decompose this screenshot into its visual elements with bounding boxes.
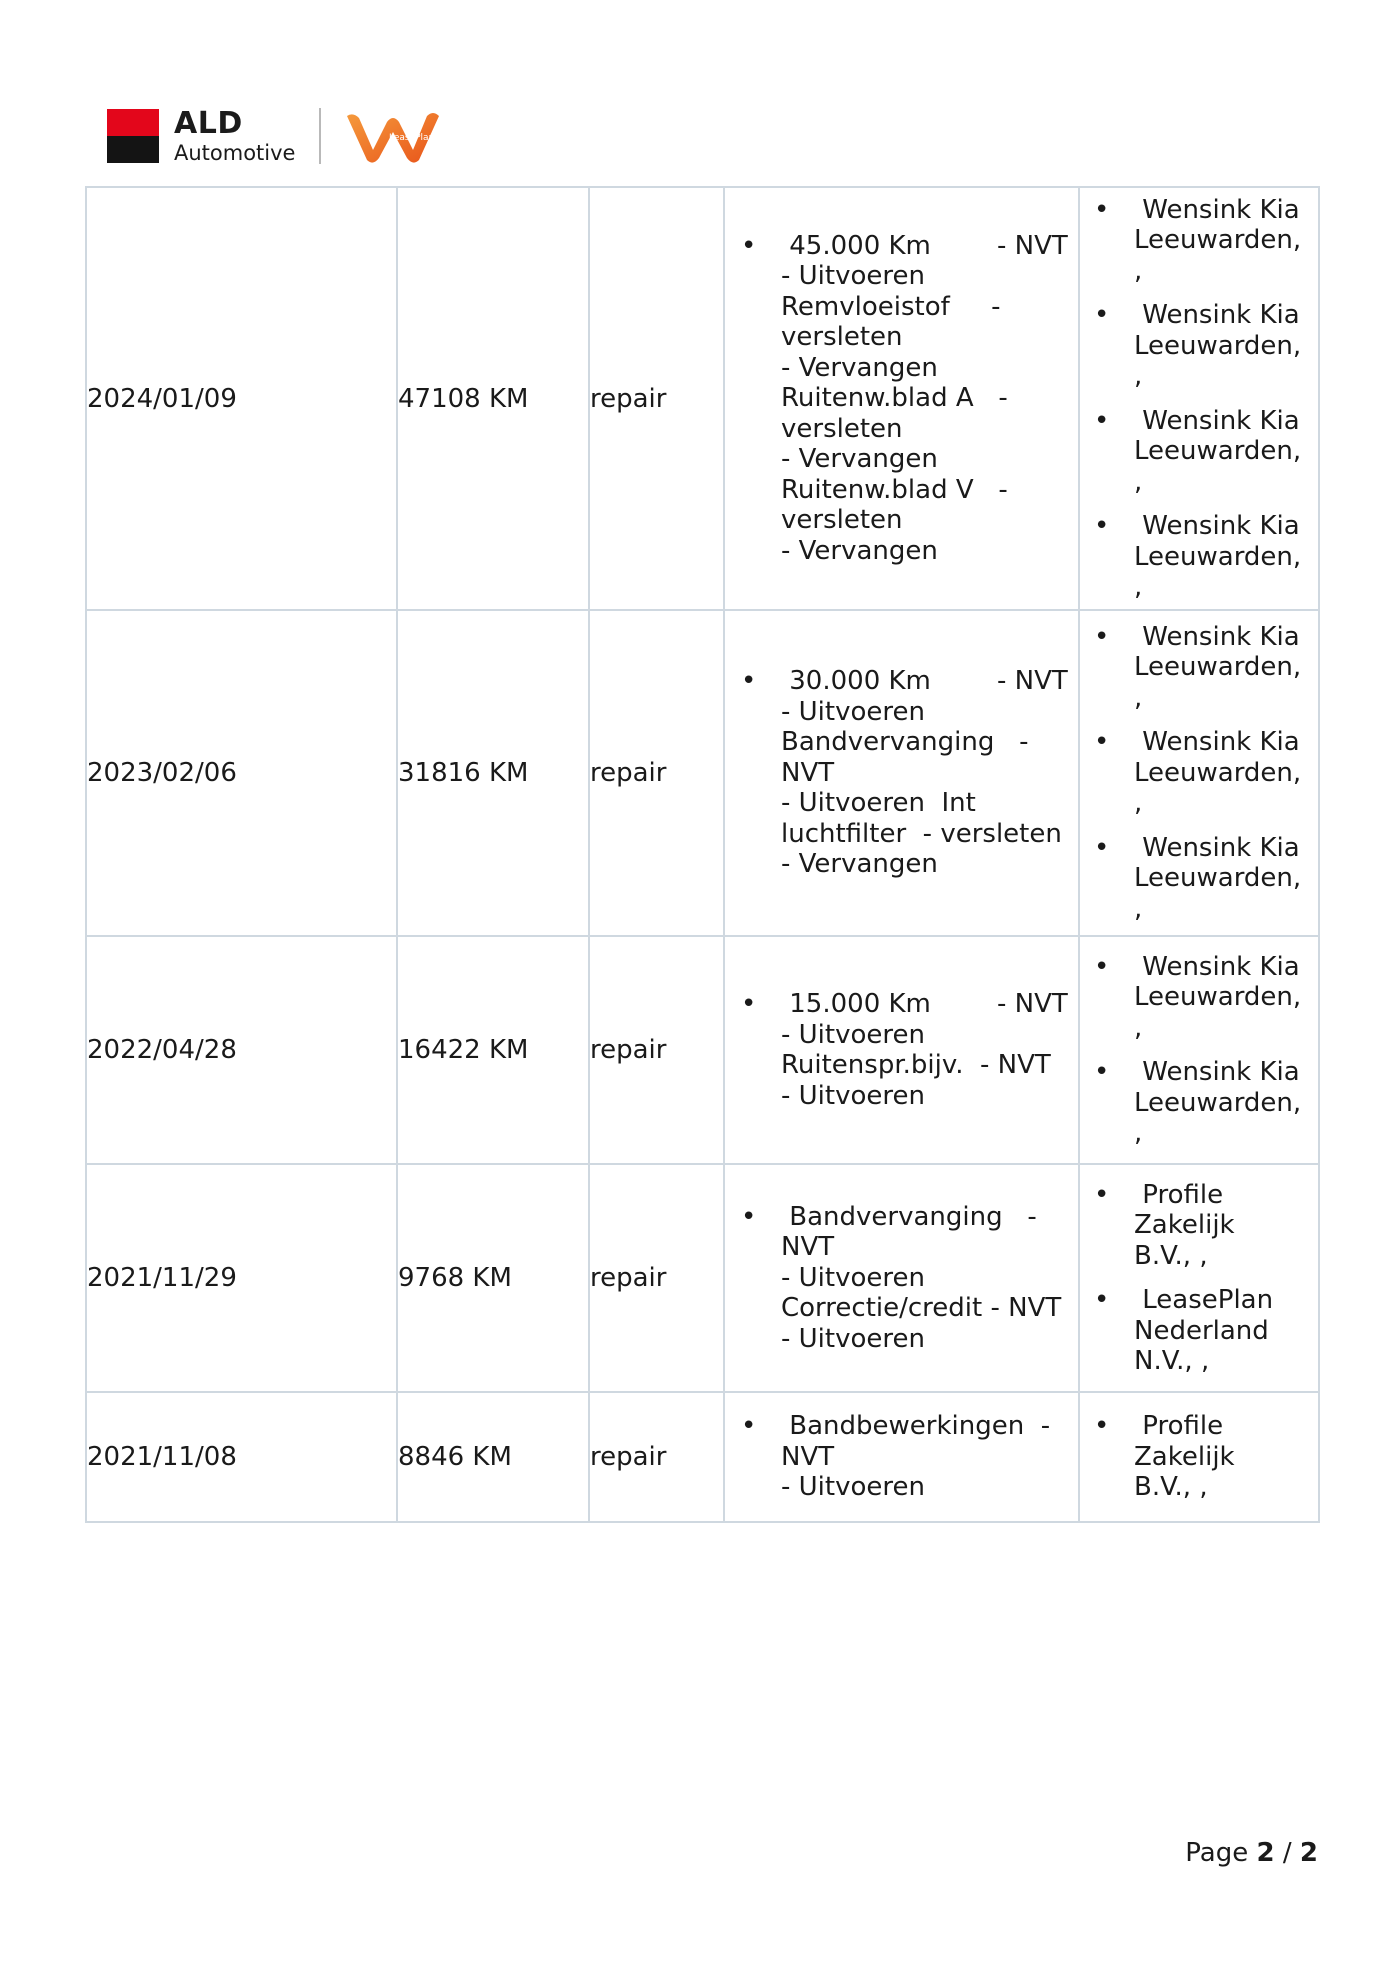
maintenance-history-table bbox=[85, 186, 1320, 1523]
type-cell: repair bbox=[589, 610, 724, 936]
type-cell: repair bbox=[589, 187, 724, 610]
leaseplan-logo bbox=[343, 106, 443, 166]
page-header bbox=[107, 106, 443, 166]
table-row bbox=[86, 1392, 1319, 1522]
list-item: • 30.000 Km - NVT - Uitvoeren Bandvervanging - NVT - Uitvoeren Int luchtfilter - versleten - Vervangen bbox=[781, 666, 1068, 880]
list-item: • Wensink Kia Leeuwarden, , bbox=[1134, 300, 1310, 392]
list-item: • Wensink Kia Leeuwarden, , bbox=[1134, 833, 1310, 925]
list-item: • Bandvervanging - NVT - Uitvoeren Correctie/credit - NVT - Uitvoeren bbox=[781, 1202, 1068, 1355]
dealer-cell bbox=[1079, 1164, 1319, 1392]
ald-logo-mark bbox=[107, 109, 159, 163]
dealer-cell bbox=[1079, 936, 1319, 1164]
mileage-cell: 16422 KM bbox=[397, 936, 589, 1164]
date-cell: 2022/04/28 bbox=[86, 936, 397, 1164]
page-number bbox=[1185, 1838, 1318, 1868]
description-cell bbox=[724, 610, 1079, 936]
dealer-cell bbox=[1079, 187, 1319, 610]
page-label: Page bbox=[1185, 1838, 1249, 1868]
list-item: • Wensink Kia Leeuwarden, , bbox=[1134, 727, 1310, 819]
type-cell: repair bbox=[589, 936, 724, 1164]
table-row bbox=[86, 187, 1319, 610]
mileage-cell: 8846 KM bbox=[397, 1392, 589, 1522]
type-cell: repair bbox=[589, 1164, 724, 1392]
table-row bbox=[86, 936, 1319, 1164]
list-item: • Wensink Kia Leeuwarden, , bbox=[1134, 195, 1310, 287]
page-total: 2 bbox=[1299, 1838, 1318, 1868]
description-cell bbox=[724, 1392, 1079, 1522]
list-item: • 15.000 Km - NVT - Uitvoeren Ruitenspr.bijv. - NVT - Uitvoeren bbox=[781, 989, 1068, 1111]
logo-divider bbox=[319, 108, 321, 164]
list-item: • Profile Zakelijk B.V., , bbox=[1134, 1180, 1310, 1272]
date-cell: 2024/01/09 bbox=[86, 187, 397, 610]
mileage-cell: 9768 KM bbox=[397, 1164, 589, 1392]
brand-sub: Automotive bbox=[174, 140, 296, 165]
description-cell bbox=[724, 1164, 1079, 1392]
page-separator: / bbox=[1282, 1838, 1292, 1868]
page-current: 2 bbox=[1256, 1838, 1275, 1868]
table-row bbox=[86, 1164, 1319, 1392]
list-item: • Wensink Kia Leeuwarden, , bbox=[1134, 1057, 1310, 1149]
date-cell: 2023/02/06 bbox=[86, 610, 397, 936]
description-cell bbox=[724, 936, 1079, 1164]
ald-logo-text bbox=[174, 105, 296, 165]
mileage-cell: 47108 KM bbox=[397, 187, 589, 610]
type-cell: repair bbox=[589, 1392, 724, 1522]
table-row bbox=[86, 610, 1319, 936]
description-cell bbox=[724, 187, 1079, 610]
leaseplan-logo-text: LeasePlan bbox=[389, 133, 435, 143]
list-item: • 45.000 Km - NVT - Uitvoeren Remvloeistof - versleten - Vervangen Ruitenw.blad A - versleten - Vervangen Ruitenw.blad V - versleten - Vervangen bbox=[781, 231, 1068, 567]
list-item: • Wensink Kia Leeuwarden, , bbox=[1134, 952, 1310, 1044]
dealer-cell bbox=[1079, 610, 1319, 936]
list-item: • Wensink Kia Leeuwarden, , bbox=[1134, 511, 1310, 603]
date-cell: 2021/11/08 bbox=[86, 1392, 397, 1522]
list-item: • LeasePlan Nederland N.V., , bbox=[1134, 1285, 1310, 1377]
list-item: • Bandbewerkingen - NVT - Uitvoeren bbox=[781, 1411, 1068, 1503]
mileage-cell: 31816 KM bbox=[397, 610, 589, 936]
list-item: • Wensink Kia Leeuwarden, , bbox=[1134, 406, 1310, 498]
dealer-cell bbox=[1079, 1392, 1319, 1522]
list-item: • Profile Zakelijk B.V., , bbox=[1134, 1411, 1310, 1503]
date-cell: 2021/11/29 bbox=[86, 1164, 397, 1392]
list-item: • Wensink Kia Leeuwarden, , bbox=[1134, 622, 1310, 714]
brand-main: ALD bbox=[174, 105, 243, 141]
